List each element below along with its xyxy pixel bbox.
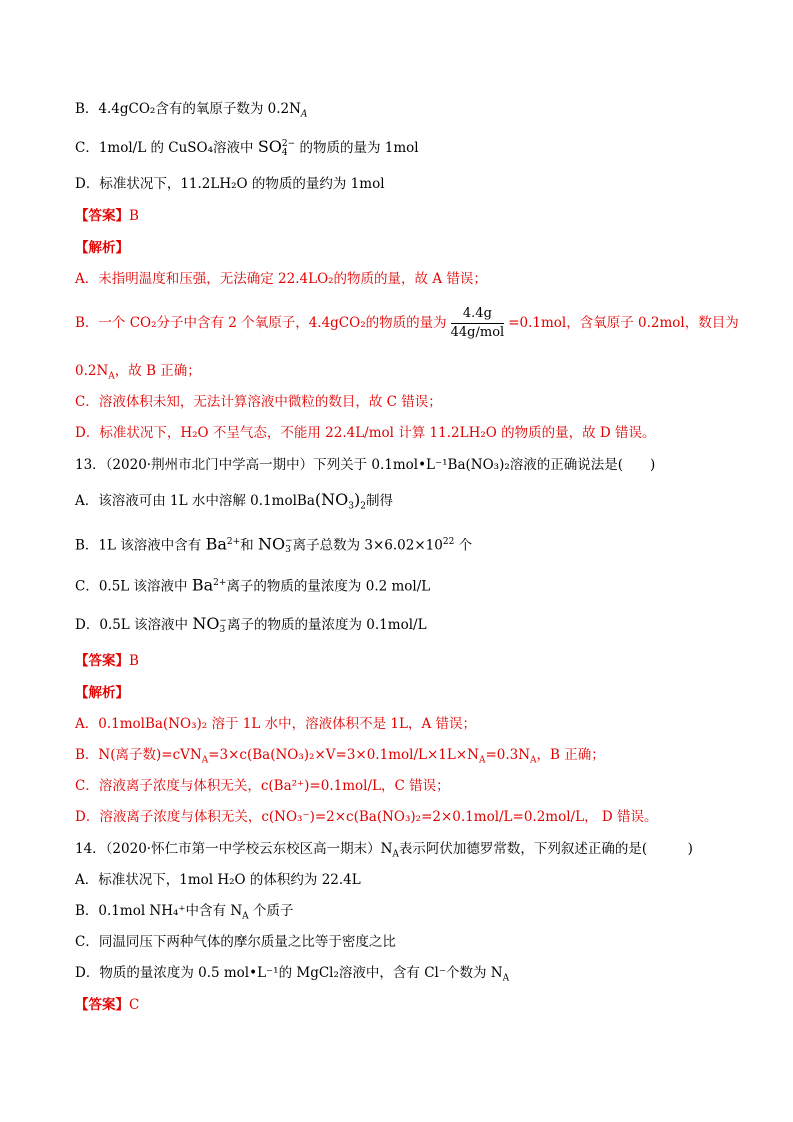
q14-option-a [75,870,361,890]
text-span: ) [353,490,361,509]
q14-option-d [75,963,509,989]
text-span: 【答案】 [75,208,129,224]
text-span: 2 [360,501,366,512]
text-span: 【解析】 [75,240,129,256]
text-span: A．标准状况下，1mol H₂O 的体积约为 22.4L [75,872,361,888]
text-span: 4.4g [451,306,505,324]
text-span: D．溶液离子浓度与体积无关，c(NO₃⁻)=2×c(Ba(NO₃)₂=2×0.1mol/L=0.2mol/L， D 错误。 [75,809,658,825]
q12-option-b [75,99,307,125]
text-span: 44g/mol [450,325,505,340]
q12-answer [75,206,139,226]
q14-option-c [75,932,396,952]
text-span: =0.3N [485,747,531,763]
text-span: 13．（2020·荆州市北门中学高一期中）下列关于 0.1mol•L⁻¹Ba(NO₃)₂溶液的正确说法是( ) [75,457,656,473]
text-span: A [108,371,115,382]
text-span: NO [257,534,286,554]
text-span: 2+ [226,537,241,547]
q13-explanation-b [75,745,605,771]
text-span: ，故 B 正确； [114,363,201,379]
text-span: 个质子 [248,903,294,919]
text-span: B．N(离子数)=cVN [75,747,202,763]
text-span: C [129,997,140,1013]
text-span: − [285,536,293,546]
q12-analysis-label [75,238,129,258]
text-span: A．未指明温度和压强，无法确定 22.4LO₂的物质的量，故 A 错误； [75,271,487,287]
text-span: 22 [442,537,455,547]
text-span: D．标准状况下，11.2LH₂O 的物质的量约为 1mol [75,176,385,192]
q13-explanation-c [75,776,450,796]
text-span: 离子总数为 3×6.02×10 [292,537,443,554]
text-span: 【解析】 [75,685,129,701]
q12-option-c [75,137,419,158]
text-span: 14．（2020·怀仁市第一中学校云东校区高一期末）N [75,841,393,857]
q12-explanation-d [75,423,656,443]
q13-option-b [75,532,472,556]
q13-stem [75,455,655,475]
text-span: A [392,849,399,860]
text-span: 3 [348,501,354,512]
text-span: Ba [205,534,227,554]
text-span: C．溶液离子浓度与体积无关，c(Ba²⁺)=0.1mol/L，C 错误； [75,778,450,794]
text-span: 个 [454,537,473,554]
text-span: B．4.4gCO₂含有的氧原子数为 0.2N [75,101,301,117]
text-span: 【答案】 [75,653,129,669]
text-span: 和 [240,537,258,554]
text-span: 的物质的量为 1mol [295,140,419,156]
text-span: Ba [191,575,214,595]
q12-option-d [75,174,385,194]
text-span: (NO [314,490,349,509]
text-span: NO [192,614,220,633]
text-span: =0.1mol，含氧原子 0.2mol，数目为 [508,315,739,331]
text-span: D．0.5L 该溶液中 [75,617,193,633]
text-span: A [478,755,486,766]
q12-explanation-b-cont [75,361,201,387]
text-span: 0.2N [75,363,109,379]
text-span: 离子的物质的量浓度为 0.2 mol/L [226,578,431,595]
q13-option-c [75,573,430,597]
text-span: 4 [281,147,288,158]
q12-explanation-c [75,392,442,412]
q13-option-d [75,614,427,635]
text-span: 离子的物质的量浓度为 0.1mol/L [227,617,427,633]
text-span: =3×c(Ba(NO₃)₂×V=3×0.1mol/L×1L×N [208,747,479,763]
q12-explanation-a [75,269,487,289]
text-span: 制得 [365,493,393,509]
text-span: B [129,208,139,224]
text-span: B．0.1mol NH₄⁺中含有 N [75,903,243,919]
q13-explanation-a [75,714,476,734]
fraction [451,306,505,341]
text-span: − [219,615,228,626]
text-span: D．标准状况下，H₂O 不呈气态，不能用 22.4L/mol 计算 11.2LH₂O 的物质的量，故 D 错误。 [75,425,656,441]
text-span: 表示阿伏加德罗常数，下列叙述正确的是( ) [398,841,693,857]
q13-explanation-d [75,807,657,827]
text-span: 【答案】 [75,997,129,1013]
text-span: 3 [285,545,291,555]
text-span: D．物质的量浓度为 0.5 mol•L⁻¹的 MgCl₂溶液中，含有 Cl⁻个数为 N [75,965,503,981]
text-span: B [129,653,139,669]
text-span: A [242,911,249,922]
q13-answer [75,651,139,671]
text-span: 2− [281,138,296,149]
text-span: C．1mol/L 的 CuSO₄溶液中 [75,140,258,156]
text-span: C．同温同压下两种气体的摩尔质量之比等于密度之比 [75,934,396,950]
text-span: A [300,109,308,120]
text-span: SO [257,137,282,156]
text-span: C．溶液体积未知，无法计算溶液中微粒的数目，故 C 错误； [75,394,442,410]
q14-option-b [75,901,293,927]
q14-answer [75,995,139,1015]
text-span: A．该溶液可由 1L 水中溶解 0.1molBa [75,493,315,509]
text-span: 2+ [213,578,227,588]
text-span: A [530,755,537,766]
text-span: ，B 正确； [536,747,605,763]
text-span: 3 [219,624,226,635]
text-span: B．一个 CO₂分子中含有 2 个氧原子，4.4gCO₂的物质的量为 [75,315,447,331]
q12-explanation-b [75,304,739,342]
text-span: A [201,755,209,766]
q13-option-a [75,490,393,517]
text-span: A．0.1molBa(NO₃)₂ 溶于 1L 水中，溶液体积不是 1L，A 错误； [75,716,476,732]
text-span: A [502,973,510,984]
q14-stem [75,839,693,865]
text-span: C．0.5L 该溶液中 [75,578,192,595]
q13-analysis-label [75,683,129,703]
text-span: B．1L 该溶液中含有 [75,537,206,554]
